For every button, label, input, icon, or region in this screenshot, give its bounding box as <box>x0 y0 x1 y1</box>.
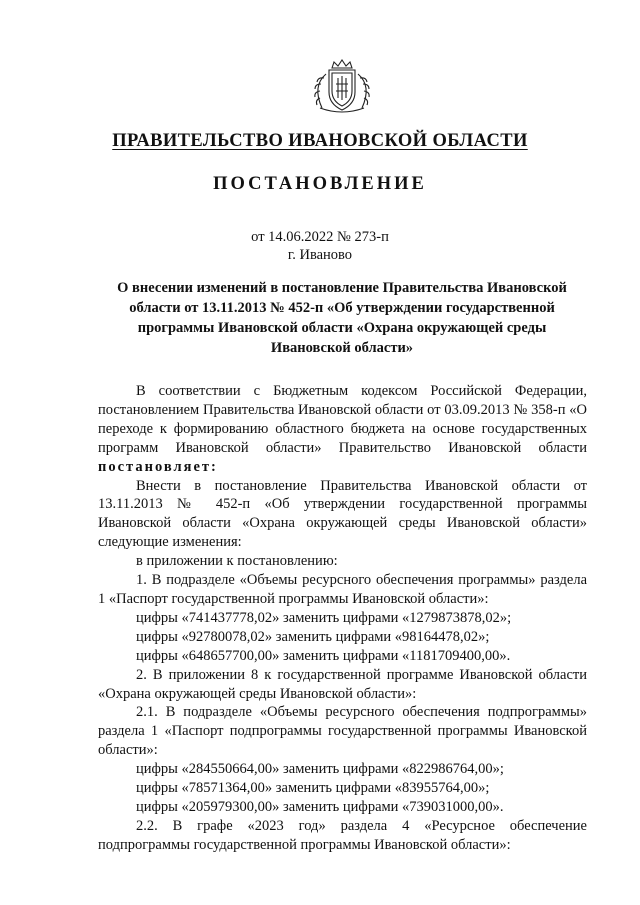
preamble-paragraph <box>98 382 587 477</box>
paragraph: 2.1. В подразделе «Объемы ресурсного обеспечения подпрограммы» раздела 1 «Паспорт подпрограммы государственной программы Ивановской области»: <box>98 704 587 759</box>
paragraph: Внести в постановление Правительства Ивановской области от 13.11.2013 № 452-п «Об утверждении государственной программы Ивановской области «Охрана окружающей среды Ивановской области» следующие изменения: <box>98 477 587 551</box>
paragraph: 2.2. В графе «2023 год» раздела 4 «Ресурсное обеспечение подпрограммы государственной программы Ивановской области»: <box>98 817 587 853</box>
document-subject: О внесении изменений в постановление Правительства Ивановской области от 13.11.2013 № 452-п «Об утверждении государственной программы Ивановской области «Охрана окружающей среды Ивановской области» <box>117 280 567 356</box>
paragraph: цифры «648657700,00» заменить цифрами «1181709400,00». <box>136 647 511 664</box>
paragraph: цифры «78571364,00» заменить цифрами «83955764,00»; <box>136 780 490 797</box>
document-type: ПОСТАНОВЛЕНИЕ <box>213 174 427 194</box>
paragraph: 1. В подразделе «Объемы ресурсного обеспечения программы» раздела 1 «Паспорт государственной программы Ивановской области»: <box>98 572 587 607</box>
paragraph: цифры «284550664,00» заменить цифрами «822986764,00»; <box>136 761 504 778</box>
paragraph: 2. В приложении 8 к государственной программе Ивановской области «Охрана окружающей среды Ивановской области»: <box>98 666 587 702</box>
paragraph: цифры «205979300,00» заменить цифрами «739031000,00». <box>136 798 504 815</box>
coat-of-arms-icon <box>298 58 386 114</box>
paragraph: в приложении к постановлению: <box>136 553 338 570</box>
paragraph: цифры «741437778,02» заменить цифрами «1279873878,02»; <box>136 609 512 626</box>
resolves-keyword: постановляет: <box>98 458 218 475</box>
document-body <box>98 382 587 855</box>
preamble-text: В соответствии с Бюджетным кодексом Российской Федерации, постановлением Правительства Ивановской области от 03.09.2013 № 358-п «О переходе к формированию областного бюджета на основе государственных программ Ивановской области» Правительство Ивановской области <box>98 383 587 456</box>
document-date-number: от 14.06.2022 № 273-п <box>251 229 389 245</box>
paragraph: цифры «92780078,02» заменить цифрами «98164478,02»; <box>136 628 490 645</box>
document-city: г. Иваново <box>287 247 353 263</box>
organization-title: ПРАВИТЕЛЬСТВО ИВАНОВСКОЙ ОБЛАСТИ <box>112 131 528 151</box>
